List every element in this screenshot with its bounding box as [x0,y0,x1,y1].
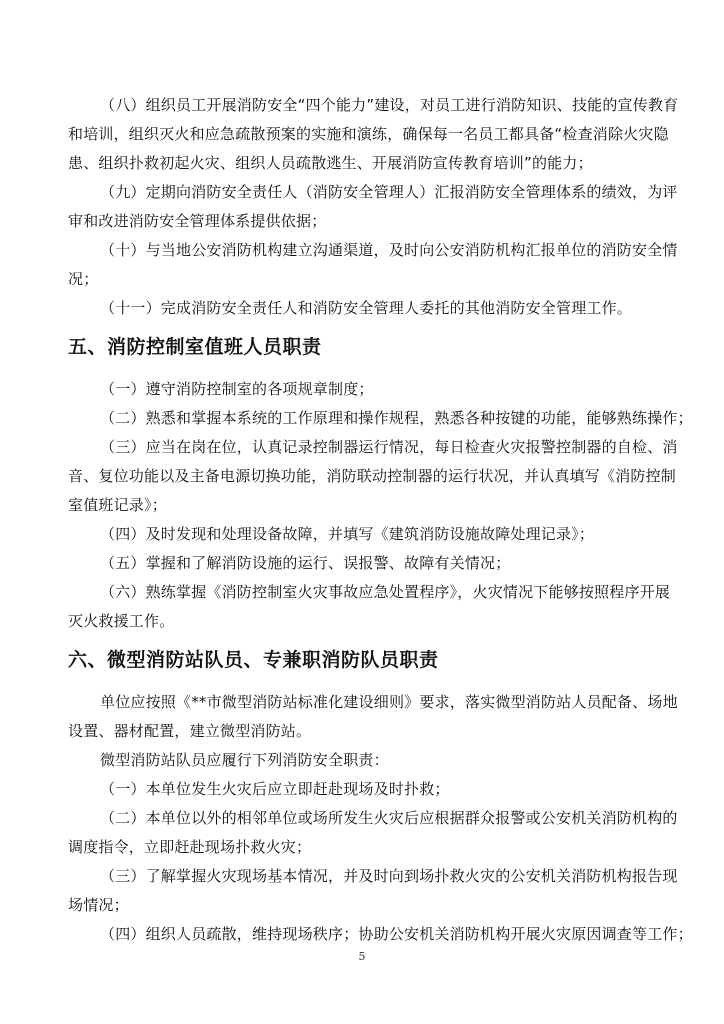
s6-intro-line-1: 单位应按照《**市微型消防站标准化建设细则》要求，落实微型消防站人员配备、场地 [100,693,678,711]
s6-item-2-line-1: （二）本单位以外的相邻单位或场所发生火灾后应根据群众报警或公安机关消防机构的 [100,809,678,827]
section-6-heading: 六、微型消防站队员、专兼职消防队员职责 [68,649,439,671]
s6-item-1: （一）本单位发生火灾后应立即赶赴现场及时扑救； [100,780,450,798]
s6-item-4: （四）组织人员疏散，维持现场秩序；协助公安机关消防机构开展火灾原因调查等工作； [100,925,693,943]
page-number: 5 [358,950,366,963]
paragraph-8-line-2: 和培训，组织灭火和应急疏散预案的实施和演练，确保每一名员工都具备“检查消除火灾隐 [68,125,669,143]
s5-item-3-line-3: 室值班记录》； [68,496,167,514]
paragraph-8-line-1: （八）组织员工开展消防安全“四个能力”建设，对员工进行消防知识、技能的宣传教育 [100,96,679,114]
paragraph-8-line-3: 患、组织扑救初起火灾、组织人员疏散逃生、开展消防宣传教育培训”的能力； [68,154,593,172]
s5-item-5: （五）掌握和了解消防设施的运行、误报警、故障有关情况； [100,554,511,572]
section-5-heading: 五、消防控制室值班人员职责 [68,336,322,358]
s5-item-3-line-1: （三）应当在岗在位，认真记录控制器运行情况，每日检查火灾报警控制器的自检、消 [100,438,678,456]
s5-item-2: （二）熟悉和掌握本系统的工作原理和操作规程，熟悉各种按键的功能，能够熟练操作； [100,409,693,427]
paragraph-9-line-1: （九）定期向消防安全责任人（消防安全管理人）汇报消防安全管理体系的绩效，为评 [100,183,678,201]
paragraph-10-line-1: （十）与当地公安消防机构建立沟通渠道，及时向公安消防机构汇报单位的消防安全情 [100,241,678,259]
s5-item-3-line-2: 音、复位功能以及主备电源切换功能，消防联动控制器的运行状况，并认真填写《消防控制 [68,467,677,485]
paragraph-9-line-2: 审和改进消防安全管理体系提供依据； [68,212,327,230]
paragraph-10-line-2: 况； [68,270,99,288]
s5-item-1: （一）遵守消防控制室的各项规章制度； [100,380,374,398]
s6-item-3-line-2: 场情况； [68,896,129,914]
paragraph-11-line-1: （十一）完成消防安全责任人和消防安全管理人委托的其他消防安全管理工作。 [100,299,633,317]
s5-item-6-line-2: 灭火救援工作。 [68,612,175,630]
s6-intro-line-2: 设置、器材配置，建立微型消防站。 [68,722,312,740]
s5-item-4: （四）及时发现和处理设备故障，并填写《建筑消防设施故障处理记录》； [100,525,595,543]
s6-intro-2: 微型消防站队员应履行下列消防安全职责： [100,751,389,769]
s6-item-3-line-1: （三）了解掌握火灾现场基本情况，并及时向到场扑救火灾的公安机关消防机构报告现 [100,867,678,885]
s6-item-2-line-2: 调度指令，立即赶赴现场扑救火灾； [68,838,312,856]
s5-item-6-line-1: （六）熟练掌握《消防控制室火灾事故应急处置程序》，火灾情况下能够按照程序开展 [100,583,671,601]
